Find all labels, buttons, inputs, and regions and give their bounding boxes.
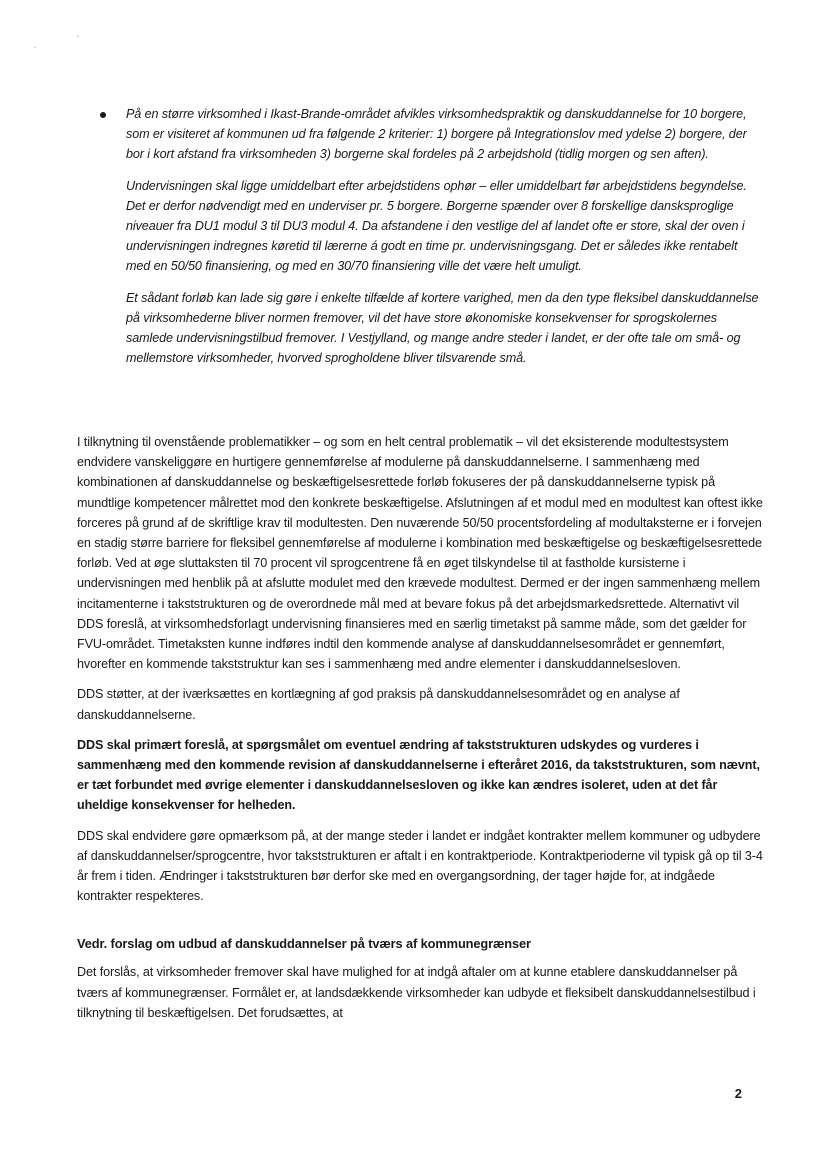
- paragraph: Det forslås, at virksomheder fremover skal have mulighed for at indgå aftaler om at kunne etablere danskuddannelser på tværs af kommunegrænser. Formålet er, at landsdækkende virksomheder kan udbyde et fleksibelt danskuddannelsestilbud i tilknytning til beskæftigelsen. Det forudsættes, at: [77, 965, 756, 1020]
- bullet-list: [100, 104, 760, 379]
- page-number: 2: [734, 1086, 742, 1101]
- section-heading: Vedr. forslag om udbud af danskuddannelser på tværs af kommunegrænser: [77, 936, 531, 952]
- bullet-paragraph: På en større virksomhed i Ikast-Brande-området afvikles virksomhedspraktik og danskuddannelse for 10 borgere, som er visiteret af kommunen ud fra følgende 2 kriterier: 1) borgere på Integrationslov med ydelse 2) borgere, der bor i kort afstand fra virksomheden 3) borgerne skal fordeles på 2 arbejdshold (tidlig morgen og sen aften).: [126, 107, 747, 162]
- body-text: [77, 432, 767, 1033]
- bullet-paragraph: Et sådant forløb kan lade sig gøre i enkelte tilfælde af kortere varighed, men da den type fleksibel danskuddannelse på virksomhederne bliver normen fremover, vil det have store økonomiske konsekvenser for sprogskolernes samlede undervisningstilbud fremover. I Vestjylland, og mange andre steder i landet, er der ofte tale om små- og mellemstore virksomheder, hvorved sprogholdene bliver tilsvarende små.: [126, 290, 759, 366]
- bullet-paragraph: Undervisningen skal ligge umiddelbart efter arbejdstidens ophør – eller umiddelbart før arbejdstidens begyndelse. Det er derfor nødvendigt med en underviser pr. 5 borgere. Borgerne spænder over 8 forskellige dansksproglige niveauer fra DU1 modul 3 til DU3 modul 4. Da afstandene i den vestlige del af landet ofte er store, skal der oven i undervisningen indregnes køretid til lærerne á godt en time pr. undervisningsgang. Det er således ikke rentabelt med en 50/50 finansiering, og med en 30/70 finansiering ville det være helt umuligt.: [126, 178, 747, 274]
- bullet-dot-icon: [100, 112, 106, 118]
- scan-mark: ': [77, 34, 79, 44]
- paragraph: DDS skal endvidere gøre opmærksom på, at der mange steder i landet er indgået kontrakter mellem kommuner og udbydere af danskuddannelser/sprogcentre, hvor takststrukturen er aftalt i en kontraktperiode. Kontraktperioderne vil typisk gå op til 3-4 år frem i tiden. Ændringer i takststrukturen bør derfor ske med en overgangsordning, der tager højde for, at indgåede kontrakter respekteres.: [77, 828, 763, 904]
- scan-mark: .: [34, 40, 37, 50]
- bold-paragraph: DDS skal primært foreslå, at spørgsmålet om eventuel ændring af takststrukturen udskydes og vurderes i sammenhæng med den kommende revision af danskuddannelserne i efteråret 2016, da takststrukturen, som nævnt, er tæt forbundet med øvrige elementer i danskuddannelsesloven og ikke kan ændres isoleret, uden at det får uheldige konsekvenser for helheden.: [77, 737, 760, 813]
- list-item: [100, 104, 760, 368]
- paragraph: DDS støtter, at der iværksættes en kortlægning af god praksis på danskuddannelsesområdet og en analyse af danskuddannelserne.: [77, 687, 680, 722]
- paragraph: I tilknytning til ovenstående problematikker – og som en helt central problematik – vil det eksisterende modultestsystem endvidere vanskeliggøre en hurtigere gennemførelse af modulerne på danskuddannelserne. I sammenhæng med kombinationen af danskuddannelse og beskæftigelsesrettede forløb fokuseres der på danskuddannelserne typisk på mundtlige kompetencer målrettet mod den konkrete beskæftigelse. Afslutningen af et modul med en modultest kan oftest ikke forceres på grund af de skriftlige krav til modultesten. Den nuværende 50/50 procentsfordeling af modultaksterne er i forvejen en stadig større barriere for fleksibel gennemførelse af modulerne i kombination med beskæftigelse og beskæftigelsesrettede forløb. Ved at øge sluttaksten til 70 procent vil sprogcentrene få en øget tilskyndelse til at fastholde kursisterne i undervisningen med henblik på at afslutte modulet med den krævede modultest. Dermed er der ingen sammenhæng mellem incitamenterne i takststrukturen og de overordnede mål med at bevare fokus på det arbejdsmarkedsrettede. Alternativt vil DDS foreslå, at virksomhedsforlagt undervisning finansieres med en særlig timetakst på samme måde, som det gælder for FVU-området. Timetaksten kunne indføres indtil den kommende analyse af danskuddannelsesområdet er gennemført, hvorefter en kommende takststruktur kan ses i sammenhæng med andre elementer i danskuddannelsesloven.: [77, 435, 763, 672]
